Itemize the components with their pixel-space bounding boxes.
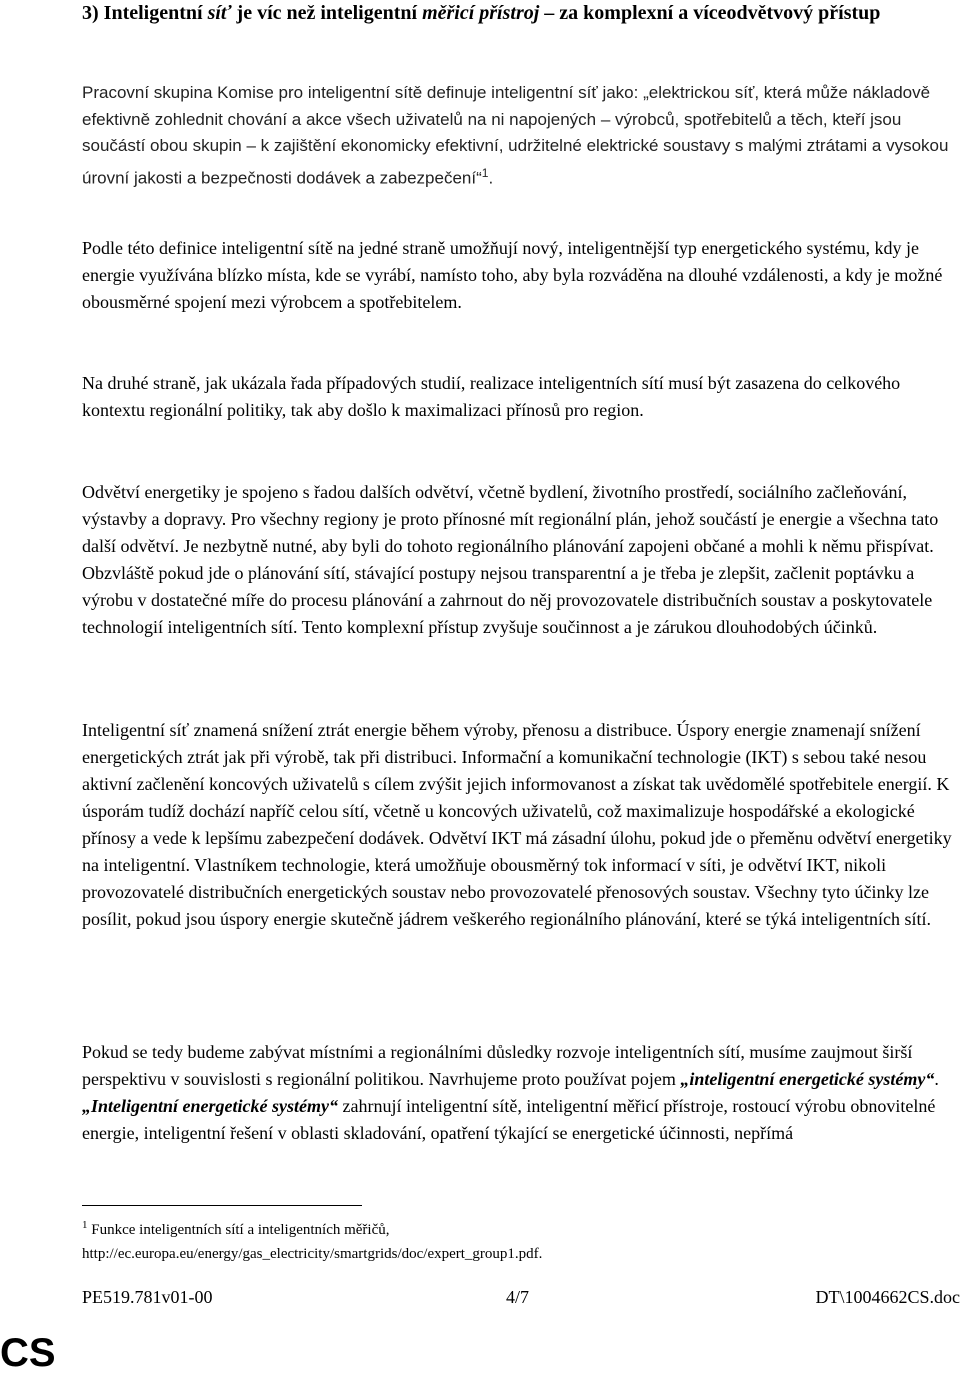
footnote-separator: [82, 1205, 362, 1206]
term-inteligentni-energeticke-systemy-2: „Inteligentní energetické systémy“: [82, 1096, 338, 1116]
paragraph-6: Pokud se tedy budeme zabývat místními a regionálními důsledky rozvoje inteligentních sítí, musíme zaujmout širší perspektivu v souvislosti s regionální politikou. Navrhujeme proto používat pojem „inteligentní energetické systémy“. „Inteligentní energetické systémy“ zahrnují inteligentní sítě, inteligentní měřicí přístroje, rostoucí výrobu obnovitelné energie, inteligentní řešení v oblasti skladování, opatření týkající se energetické účinnosti, nepřímá: [82, 1042, 939, 1143]
footnote-reference[interactable]: 1: [481, 165, 489, 180]
paragraph-2: Podle této definice inteligentní sítě na jedné straně umožňují nový, inteligentnější typ energetického systému, kdy je energie využívána blízko místa, kde se vyrábí, namísto toho, aby byla rozváděna na dlouhé vzdálenosti, a kdy je možné obousměrné spojení mezi výrobcem a spotřebitelem.: [82, 238, 943, 312]
footnote-text: Funkce inteligentních sítí a inteligentních měřičů,: [91, 1222, 390, 1238]
footer-doc-ref: PE519.781v01-00: [82, 1287, 213, 1307]
section-heading: 3) Inteligentní síť je víc než inteligentní měřicí přístroj – za komplexní a víceodvětvový přístup: [82, 2, 881, 24]
paragraph-4: Odvětví energetiky je spojeno s řadou dalších odvětví, včetně bydlení, životního prostředí, sociálního začleňování, výstavby a dopravy. Pro všechny regiony je proto přínosné mít regionální plán, jehož součástí je energie a všechna tato další odvětví. Je nezbytně nutné, aby byli do tohoto regionálního plánování zapojeni občané a mohli k němu přispívat. Obzvláště pokud jde o plánování sítí, stávající postupy nejsou transparentní a je třeba je zlepšit, začlenit poptávku a výrobu v dostatečné míře do procesu plánování a zahrnout do něj provozovatele distribučních soustav a poskytovatele technologií inteligentních sítí. Tento komplexní přístup zvyšuje součinnost a je zárukou dlouhodobých účinků.: [82, 482, 939, 637]
footnote-link[interactable]: http://ec.europa.eu/energy/gas_electricity/smartgrids/doc/expert_group1.pdf.: [82, 1246, 543, 1262]
page-footer: [82, 1287, 960, 1313]
footnote-number: 1: [82, 1219, 88, 1231]
footer-page-number: 4/7: [506, 1287, 530, 1307]
paragraph-3: Na druhé straně, jak ukázala řada případových studií, realizace inteligentních sítí musí být zasazena do celkového kontextu regionální politiky, tak aby došlo k maximalizaci přínosů pro region.: [82, 373, 901, 420]
paragraph-definition: Pracovní skupina Komise pro inteligentní sítě definuje inteligentní síť jako: „elektrickou síť, která může nákladově efektivně zohlednit chování a akce všech uživatelů na ni napojených – výrobců, spotřebitelů a těch, kteří jsou součástí obou skupin – k zajištění ekonomicky efektivní, udržitelné elektrické soustavy s malými ztrátami a vysokou úrovní jakosti a bezpečnosti dodávek a zabezpečení“$^1$.: [82, 83, 949, 188]
term-inteligentni-energeticke-systemy: „inteligentní energetické systémy“: [680, 1069, 935, 1089]
paragraph-5: Inteligentní síť znamená snížení ztrát energie během výroby, přenosu a distribuce. Úspory energie znamenají snížení energetických ztrát jak při výrobě, tak při distribuci. Informační a komunikační technologie (IKT) s sebou také nesou aktivní začlenění koncových uživatelů s cílem zvýšit jejich informovanost a získat tak uvědomělé spotřebitele energií. K úsporám tudíž dochází napříč celou sítí, včetně u koncových uživatelů, což maximalizuje hospodářské a ekologické přínosy a vede k lepšímu zabezpečení dodávek. Odvětví IKT má zásadní úlohu, pokud jde o přeměnu odvětví energetiky na inteligentní. Vlastníkem technologie, která umožňuje obousměrný tok informací v síti, je odvětví IKT, nikoli provozovatelé distribučních energetických soustav nebo provozovatelé přenosových soustav. Všechny tyto účinky lze posílit, pokud jsou úspory energie skutečně jádrem veškerého regionálního plánování, které se týká inteligentních sítí.: [82, 720, 952, 929]
language-code: CS: [0, 1331, 56, 1375]
footnote: [82, 1213, 952, 1266]
footer-file-name: DT\1004662CS.doc: [815, 1287, 960, 1307]
